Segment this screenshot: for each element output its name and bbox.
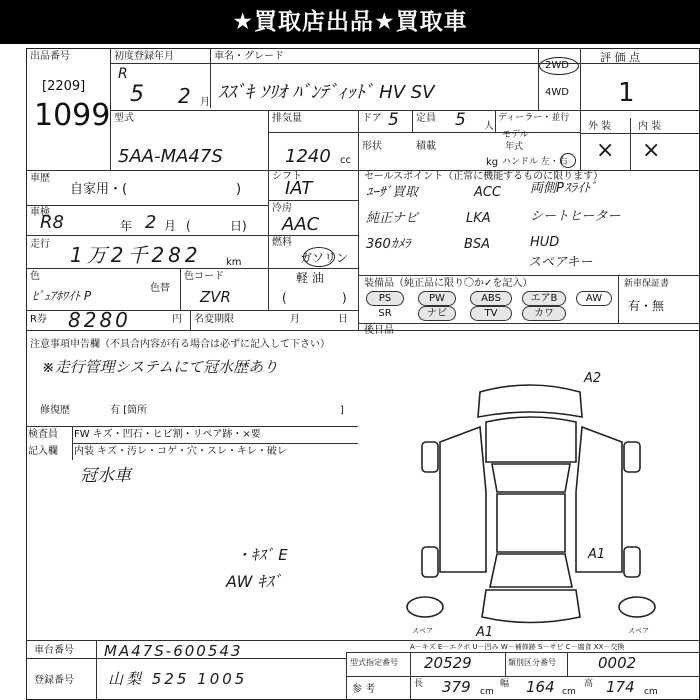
interior-value: ×	[642, 138, 661, 163]
equip-ps: PS	[366, 291, 404, 306]
inspector-vdivider	[72, 426, 73, 460]
nameplate-label: 名変期限	[194, 314, 234, 325]
sales-label: セールスポイント（正常に機能するものに限ります）	[364, 171, 604, 182]
load-unit: kg	[486, 157, 499, 168]
sales-item-3: 両側Pｽﾗｲﾄﾞ	[530, 181, 597, 196]
equipment-label: 装備品（純正品に限り〇か✓を記入）	[364, 278, 533, 289]
equip-tv: TV	[470, 306, 512, 321]
drive-4wd: 4WD	[545, 87, 569, 98]
color-code-label: 色コード	[184, 271, 224, 282]
wid-unit: cm	[562, 687, 576, 697]
type-code-value: 20529	[424, 654, 472, 672]
nameplate-month: 月	[290, 314, 300, 325]
wheel-fl	[422, 442, 438, 472]
inspection-month-unit: 月	[164, 219, 177, 233]
car-diagram	[400, 372, 700, 640]
lot-number: 1099	[34, 98, 111, 133]
exterior-value: ×	[596, 138, 615, 163]
fuel-paren-close: )	[342, 291, 347, 305]
displacement-value: 1240	[285, 146, 331, 167]
fuel-gasoline: ガソリン	[300, 251, 349, 265]
inspection-era: R8	[40, 212, 64, 233]
wheel-fr	[624, 442, 640, 472]
inspection-year-unit: 年	[120, 219, 133, 233]
left-side	[440, 427, 486, 572]
wheel-rr	[624, 547, 640, 577]
inspection-day-open: (	[186, 219, 191, 233]
chassis-value: MA47S-600543	[104, 642, 243, 660]
rear-window	[490, 554, 572, 587]
lot-code: [2209]	[42, 79, 86, 94]
fuel-diesel: 軽 油	[296, 271, 324, 285]
equip-airbag: エアB	[522, 291, 566, 306]
mileage-unit: km	[226, 257, 242, 268]
equip-navi: ナビ	[418, 306, 456, 321]
handwritten-note-3: AW ｷｽﾞ	[226, 572, 282, 591]
lot-label: 出品番号	[30, 51, 70, 62]
dims-width: 164	[526, 678, 555, 696]
model-year-label: 年式	[505, 142, 524, 152]
displacement-unit: cc	[340, 155, 351, 166]
model-label: 型式	[114, 113, 134, 124]
fuel-paren-open: (	[282, 291, 287, 305]
roof	[497, 494, 565, 552]
notes-text: ※走行管理システムにて冠水歴あり	[42, 358, 279, 376]
exterior-label: 外 装	[588, 121, 612, 132]
sales-item-4: 純正ナビ	[366, 211, 419, 226]
usage-label: 車歴	[30, 173, 50, 184]
registration-era: R	[118, 66, 128, 82]
capacity-label: 定員	[416, 113, 436, 124]
damage-legend: A－キズ E－エクボ U－凹み W－補修跡 S－サビ C－腐食 XX－交換	[410, 643, 625, 651]
repair-value: 有 [箇所	[110, 405, 148, 416]
damage-mark-right: A1	[588, 547, 606, 562]
equip-abs: ABS	[470, 291, 512, 306]
sales-item-5: LKA	[466, 211, 491, 226]
wid-label: 幅	[500, 679, 510, 689]
shape-label: 形状	[362, 141, 382, 152]
hood	[486, 417, 576, 462]
registration-label: 初度登録年月	[114, 51, 174, 62]
load-label: 積載	[416, 141, 436, 152]
len-label: 長	[414, 679, 424, 689]
score-value: 1	[618, 78, 635, 108]
page-header: ★買取店出品★買取車	[0, 0, 700, 44]
sales-item-10: スペアキー	[528, 255, 593, 270]
windshield	[492, 464, 570, 492]
recycle-label: R券	[30, 314, 47, 325]
sales-item-2: ACC	[474, 185, 502, 200]
inspector-label-2: 記入欄	[28, 446, 58, 457]
drive-2wd: 2WD	[545, 60, 569, 71]
model-grade-label: モデル	[502, 130, 529, 140]
equip-leather: カワ	[522, 306, 566, 321]
damage-mark-bottom: A1	[476, 625, 494, 640]
inspector-divider	[72, 443, 358, 444]
registration-month: 2	[178, 84, 191, 108]
inspection-month: 2	[145, 212, 157, 233]
usage-value: 自家用・(	[70, 182, 128, 197]
inspection-label: 車検	[30, 207, 50, 218]
type-code-label: 型式指定番号	[350, 658, 398, 667]
sales-item-7: 360ｶﾒﾗ	[366, 237, 411, 252]
capacity-value: 5	[455, 110, 466, 130]
handle-right-circle	[560, 153, 576, 168]
damage-mark-top: A2	[584, 371, 602, 386]
category-value: 0002	[598, 654, 637, 672]
shift-label: シフト	[272, 171, 302, 182]
repair-close: ]	[340, 405, 344, 416]
chassis-label: 車台番号	[34, 645, 74, 656]
handle-label: ハンドル 左・右	[502, 157, 568, 167]
recycle-value: 8280	[68, 308, 131, 332]
len-unit: cm	[480, 687, 494, 697]
model-value: 5AA-MA47S	[118, 146, 223, 167]
interior-label: 内 装	[638, 121, 662, 132]
hgt-label: 高	[584, 679, 594, 689]
handwritten-note-2: ・ｷｽﾞ E	[236, 546, 288, 564]
sales-item-1: ﾕｰｻﾞ買取	[366, 185, 419, 200]
rear-bumper	[482, 590, 580, 623]
displacement-label: 排気量	[272, 113, 302, 124]
inspection-day-close: 日)	[230, 219, 247, 233]
spare-left	[407, 597, 443, 617]
dims-length: 379	[442, 678, 471, 696]
plate-label: 登録番号	[34, 675, 74, 686]
handwritten-note-1: 冠水車	[80, 466, 131, 486]
sales-item-6: シートヒーター	[530, 209, 621, 224]
sales-item-9: HUD	[530, 235, 560, 250]
car-name-value: ｽｽﾞｷ ｿﾘｵ ﾊﾞﾝﾃﾞｨｯﾄﾞ HV SV	[218, 82, 435, 103]
month-unit: 月	[200, 97, 210, 108]
notes-label: 注意事項申告欄（不具合内容が有る場合は必ずに記入して下さい）	[30, 339, 330, 350]
hgt-unit: cm	[644, 687, 658, 697]
warranty-label: 新車保証書	[624, 279, 670, 289]
repair-label: 修復歴	[40, 405, 70, 416]
spare-label-left: スペア	[412, 627, 433, 635]
dims-label: 参 考	[352, 684, 376, 695]
equip-pw: PW	[418, 291, 456, 306]
color-change-label: 色替	[150, 283, 170, 294]
color-code-value: ZVR	[200, 288, 231, 306]
nameplate-day: 日	[338, 314, 348, 325]
wheel-rl	[422, 547, 438, 577]
sales-item-8: BSA	[464, 237, 491, 252]
mileage-label: 走行	[30, 239, 50, 250]
inspector-row-2: 内装 キズ・汚レ・コゲ・穴・スレ・キレ・破レ	[74, 446, 287, 457]
shift-value: IAT	[285, 178, 313, 199]
equip-aw: AW	[576, 291, 612, 306]
registration-year: 5	[130, 82, 144, 107]
inspector-row-1: FW キズ・凹石・ヒビ割・リペア跡・×要	[74, 429, 261, 440]
spare-label-right: スペア	[628, 627, 649, 635]
after-label: 後日品	[364, 325, 394, 336]
dims-height: 174	[606, 678, 635, 696]
usage-close: )	[236, 182, 242, 197]
ac-label: 冷房	[272, 203, 292, 214]
front-bumper	[478, 385, 582, 417]
door-value: 5	[388, 110, 399, 130]
spare-right	[619, 597, 655, 617]
door-label: ドア	[362, 113, 382, 124]
color-value: ﾋﾟｭｱﾎﾜｲﾄ P	[32, 289, 92, 303]
category-label: 類別区分番号	[508, 658, 556, 667]
capacity-unit: 人	[484, 121, 494, 132]
score-label: 評 価 点	[600, 51, 640, 64]
warranty-value: 有・無	[628, 299, 665, 313]
plate-value: 山梨 525 1005	[108, 670, 248, 688]
color-label: 色	[30, 271, 40, 282]
mileage-value: 1万2千282	[70, 243, 202, 267]
recycle-unit: 円	[172, 314, 182, 325]
car-name-label: 車名・グレード	[214, 51, 284, 62]
dealer-label: ディーラー・並行	[498, 113, 570, 123]
ac-value: AAC	[282, 214, 320, 235]
inspector-label-1: 検査員	[28, 429, 58, 440]
fuel-label: 燃料	[272, 237, 292, 248]
equip-sr: SR	[378, 308, 392, 319]
